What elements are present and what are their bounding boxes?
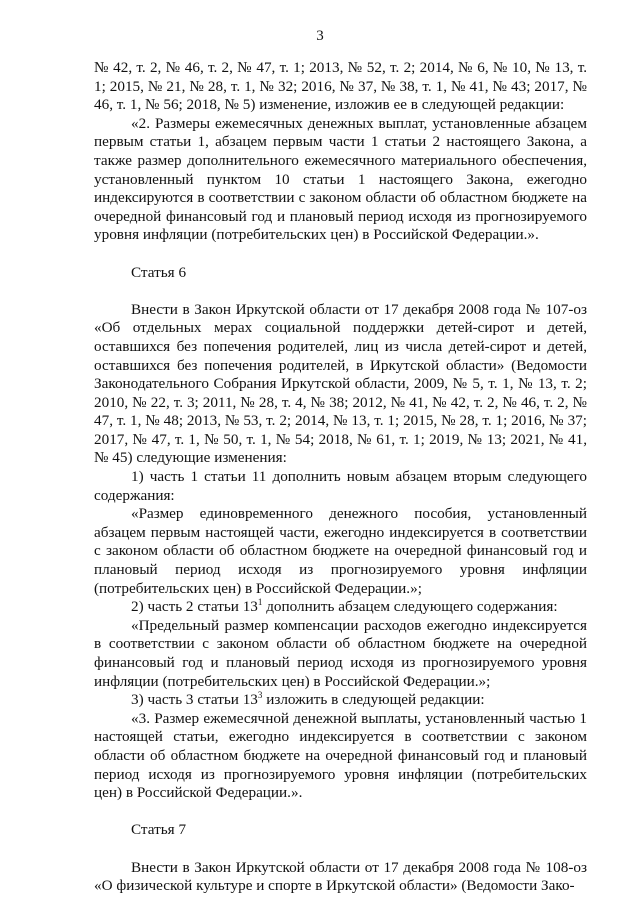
paragraph-article-7-intro: Внести в Закон Иркутской области от 17 декабря 2008 года № 108-оз «О физической культуре и спорте в Иркутской области» (Ведомости Зако- (94, 858, 587, 895)
spacer (94, 803, 587, 822)
paragraph-item-1-text: «Размер единовременного денежного пособия, установленный абзацем первым настоящей части, ежегодно индексируется в соответствии с законом области об областном бюджете на очередной финансовый год и плановый период исходя из прогнозируемого уровня инфляции (потребительских цен) в Российской Федерации.»; (94, 505, 587, 597)
paragraph-item-3 (94, 691, 587, 710)
document-body (94, 59, 587, 896)
item-2-text-start: 2) часть 2 статьи 13 (131, 598, 258, 616)
spacer (94, 840, 587, 859)
item-2-superscript: 1 (257, 597, 263, 608)
spacer (94, 282, 587, 301)
paragraph-item-3-text: «3. Размер ежемесячной денежной выплаты, установленный частью 1 настоящей статьи, ежегодно индексируется в соответствии с законом области об областном бюджете на очередной финансовый год и плановый период исходя из прогнозируемого уровня инфляции (потребительских цен) в Российской Федерации.». (94, 709, 587, 802)
item-2-text-end: дополнить абзацем следующего содержания: (262, 598, 558, 616)
page-number: 3 (316, 28, 324, 44)
item-3-superscript: 3 (257, 690, 263, 701)
item-3-text-end: изложить в следующей редакции: (262, 691, 485, 709)
paragraph-item-1: 1) часть 1 статьи 11 дополнить новым абзацем вторым следующего содержания: (94, 468, 587, 504)
paragraph-item-2-text: «Предельный размер компенсации расходов ежегодно индексируется в соответствии с законом области об областном бюджете на очередной финансовый год и плановый период исходя из прогнозируемого уровня инфляции (потребительских цен) в Российской Федерации.»; (94, 616, 587, 690)
item-3-text-start: 3) часть 3 статьи 13 (131, 691, 258, 709)
article-7-heading: Статья 7 (131, 821, 187, 839)
article-6-heading: Статья 6 (131, 263, 187, 281)
paragraph-quoted-part-2: «2. Размеры ежемесячных денежных выплат, установленные абзацем первым статьи 1, абзацем первым части 1 статьи 2 настоящего Закона, а также размер дополнительного ежемесячного материального обеспечения, установленный пунктом 10 статьи 1 настоящего Закона, ежегодно индексируются в соответствии с законом области об областном бюджете на очередной финансовый год и плановый период исходя из прогнозируемого уровня инфляции (потребительских цен) в Российской Федерации.». (94, 114, 587, 244)
spacer (94, 245, 587, 264)
paragraph-article-6-intro: Внести в Закон Иркутской области от 17 декабря 2008 года № 107-оз «Об отдельных мерах социальной поддержки детей-сирот и детей, оставшихся без попечения родителей, лиц из числа детей-сирот и детей, оставшихся без попечения родителей, в Иркутской области» (Ведомости Законодательного Собрания Иркутской области, 2009, № 5, т. 1, № 13, т. 2; 2010, № 22, т. 3; 2011, № 28, т. 4, № 38; 2012, № 41, № 42, т. 2, № 46, т. 2, № 47, т. 1, № 48; 2013, № 53, т. 2; 2014, № 13, т. 1; 2015, № 28, т. 1; 2016, № 37; 2017, № 47, т. 1, № 50, т. 1, № 54; 2018, № 61, т. 1; 2019, № 13; 2021, № 41, № 45) следующие изменения: (94, 300, 587, 467)
paragraph-item-2 (94, 598, 587, 617)
paragraph-amendment-continuation: № 42, т. 2, № 46, т. 2, № 47, т. 1; 2013, № 52, т. 2; 2014, № 6, № 10, № 13, т. 1; 2015, № 21, № 28, т. 1, № 32; 2016, № 37, № 38, т. 1, № 41, № 43; 2017, № 46, т. 1, № 56; 2018, № 5) изменение, изложив ее в следующей редакции: (94, 59, 587, 114)
